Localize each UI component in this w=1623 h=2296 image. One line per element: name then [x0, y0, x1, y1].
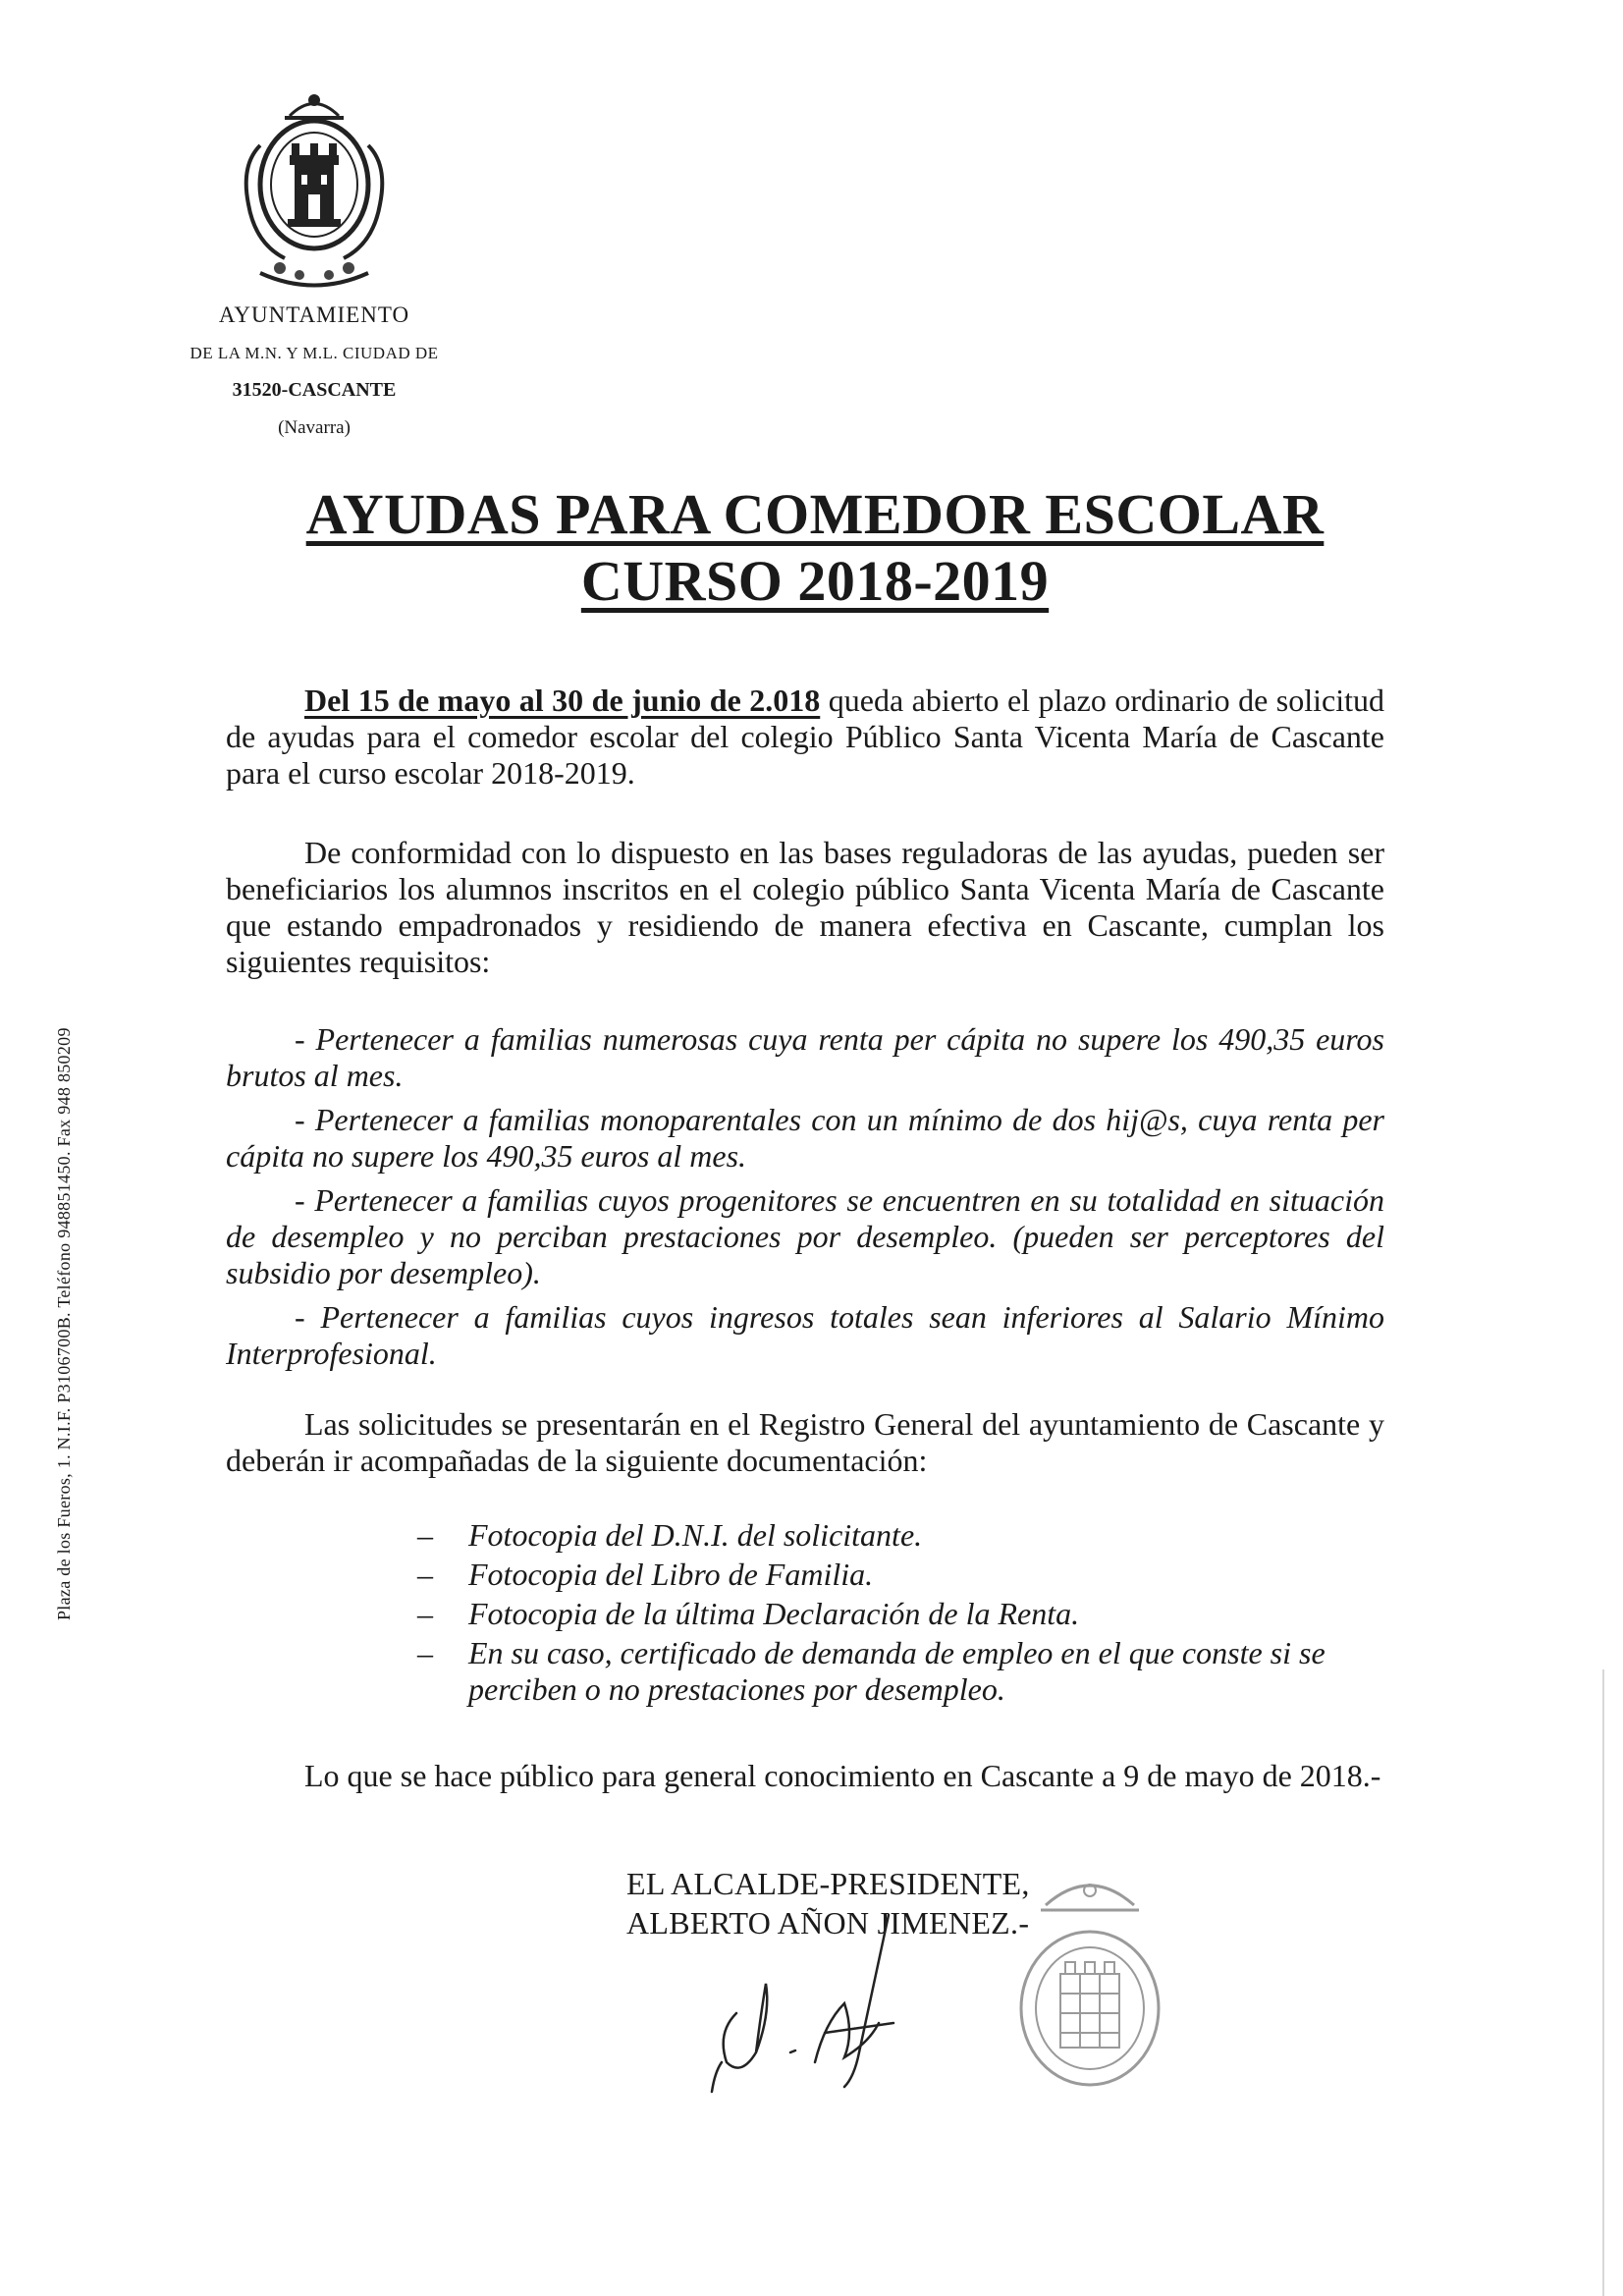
requirement-item: - Pertenecer a familias monoparentales con un mínimo de dos hij@s, cuya renta per cápita no supere los 490,35 euros al mes. — [226, 1102, 1384, 1174]
signer-name: ALBERTO AÑON JIMENEZ.- — [626, 1905, 1030, 1941]
paragraph-closing: Lo que se hace público para general conocimiento en Cascante a 9 de mayo de 2018.- — [304, 1758, 1381, 1793]
document-item: – En su caso, certificado de demanda de empleo en el que conste si se perciben o no prestaciones por desempleo. — [417, 1635, 1389, 1708]
document-item: – Fotocopia de la última Declaración de la Renta. — [417, 1596, 1389, 1632]
org-subtitle: DE LA M.N. Y M.L. CIUDAD DE — [189, 344, 439, 362]
document-item: – Fotocopia del Libro de Familia. — [417, 1557, 1389, 1593]
org-region: (Navarra) — [278, 417, 351, 438]
paragraph-eligibility: De conformidad con lo dispuesto en las bases reguladoras de las ayudas, pueden ser beneficiarios los alumnos inscritos en el colegio público Santa Vicenta María de Cascante que estando empadronados y residiendo de manera efectiva en Cascante, cumplan los siguientes requisitos: — [226, 835, 1384, 979]
org-name: AYUNTAMIENTO — [218, 302, 410, 327]
handwritten-signature-icon — [697, 1905, 952, 2102]
signer-role: EL ALCALDE-PRESIDENTE, — [626, 1866, 1030, 1901]
scan-edge-line — [1602, 1669, 1604, 2296]
requirement-item: - Pertenecer a familias cuyos ingresos totales sean inferiores al Salario Mínimo Interprofesional. — [226, 1299, 1384, 1371]
page-title: AYUDAS PARA COMEDOR ESCOLAR — [305, 482, 1325, 546]
side-contact-info: Plaza de los Fueros, 1. N.I.F. P3106700B. Teléfono 948851450. Fax 948 850209 — [54, 1027, 74, 1620]
deadline-text: queda abierto el plazo ordinario de solicitud de ayudas para el comedor escolar del colegio Público Santa Vicenta María de Cascante para el curso escolar 2018-2019. — [226, 683, 1384, 791]
requirement-item: - Pertenecer a familias cuyos progenitores se encuentren en su totalidad en situación de desempleo y no perciban prestaciones por desempleo. (pueden ser perceptores del subsidio por desempleo). — [226, 1182, 1384, 1290]
paragraph-submission: Las solicitudes se presentarán en el Registro General del ayuntamiento de Cascante y deberán ir acompañadas de la siguiente documentación: — [226, 1406, 1384, 1478]
coat-of-arms-icon — [231, 86, 398, 298]
documents-list — [417, 1517, 1389, 1711]
org-postal-code: 31520-CASCANTE — [232, 379, 397, 401]
page-subtitle: CURSO 2018-2019 — [580, 549, 1050, 613]
official-seal-icon — [1006, 1866, 1173, 2092]
document-item: – Fotocopia del D.N.I. del solicitante. — [417, 1517, 1389, 1554]
paragraph-deadline — [226, 683, 1384, 792]
requirement-item: - Pertenecer a familias numerosas cuya renta per cápita no supere los 490,35 euros brutos al mes. — [226, 1021, 1384, 1093]
deadline-dates: Del 15 de mayo al 30 de junio de 2.018 — [304, 683, 821, 718]
